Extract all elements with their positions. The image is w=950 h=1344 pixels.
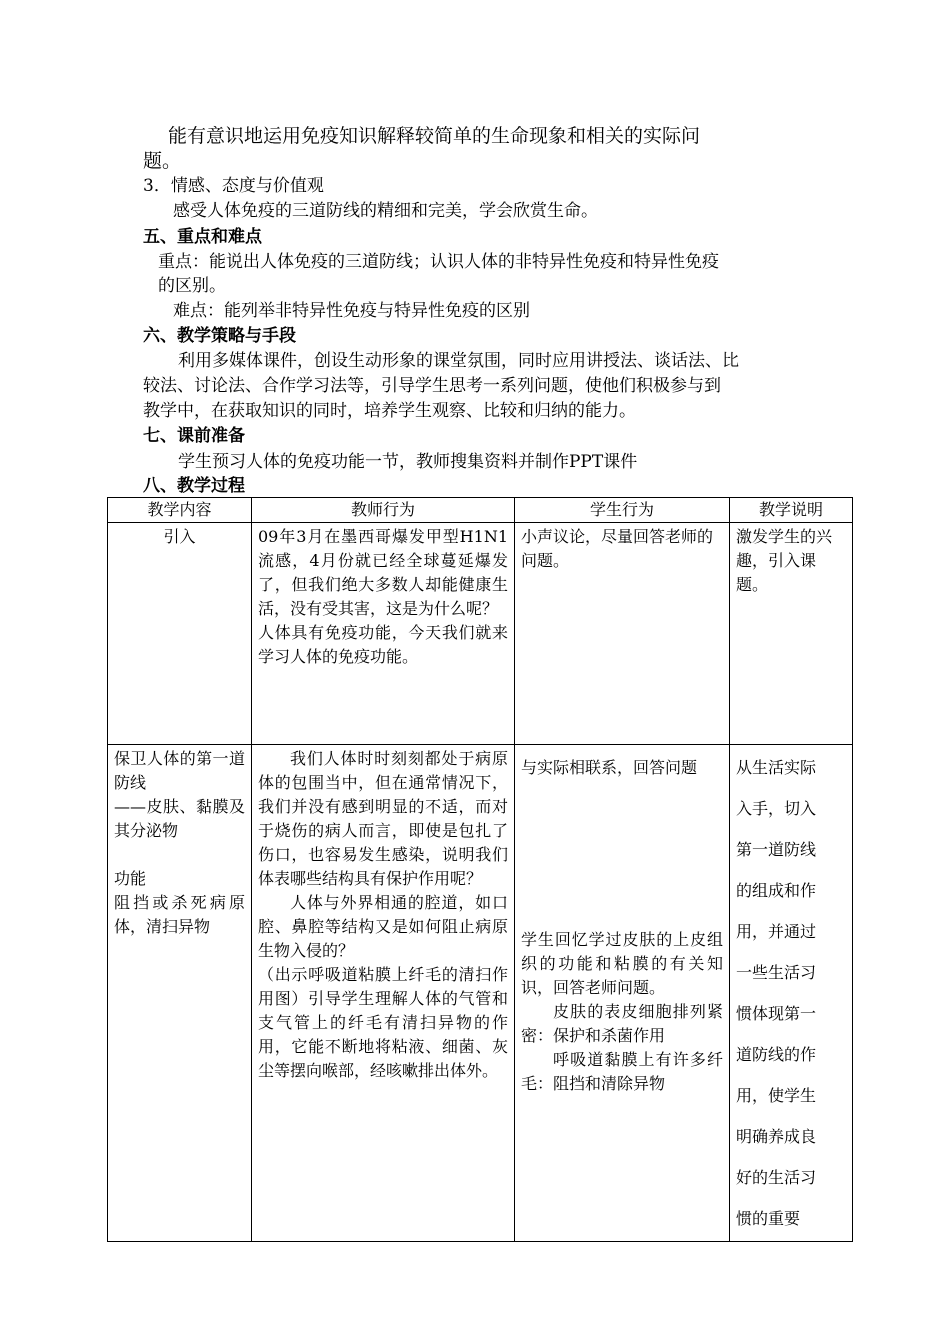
row2-note-line: 入手，切入 [736,799,817,818]
row2-note-line: 惯的重要 [736,1209,801,1228]
header-content: 教学内容 [108,498,252,523]
key-point-line-2: 的区别。 [158,276,226,296]
row2-content [108,745,252,1242]
row2-note-line: 好的生活习 [736,1168,817,1187]
row2-teacher-p2: 人体与外界相通的腔道，如口腔、鼻腔等结构又是如何阻止病原生物入侵的？ [258,893,508,960]
row2-teacher-p1: 我们人体时时刻刻都处于病原体的包围当中，但在通常情况下，我们并没有感到明显的不适，而对于烧伤的病人而言，即使是包扎了伤口，也容易发生感染，说明我们体表哪些结构具有保护作用呢？ [258,749,508,888]
row2-note [730,745,853,1242]
row2-student [515,745,730,1242]
row2-student-p2: 学生回忆学过皮肤的上皮组织的功能和粘膜的有关知识，回答老师问题。 [521,930,723,997]
section-5-heading: 五、重点和难点 [143,227,262,247]
item3-text: 感受人体免疫的三道防线的精细和完美，学会欣赏生命。 [173,201,598,221]
row1-teacher-p2: 人体具有免疫功能，今天我们就来学习人体的免疫功能。 [258,623,508,666]
table-header-row [108,498,853,523]
row2-note-line: 从生活实际 [736,758,817,777]
difficulty-point: 难点：能列举非特异性免疫与特异性免疫的区别 [173,301,530,321]
row2-note-line: 用，并通过 [736,922,817,941]
row2-content-title: 保卫人体的第一道防线 [114,749,245,792]
row2-student-p4: 呼吸道黏膜上有许多纤毛：阻挡和清除异物 [521,1050,723,1093]
header-student: 学生行为 [515,498,730,523]
row2-content-function-text: 阻挡或杀死病原体，清扫异物 [114,893,245,936]
section-6-heading: 六、教学策略与手段 [143,326,296,346]
row2-note-line: 的组成和作 [736,881,817,900]
header-teacher: 教师行为 [252,498,515,523]
section-7-heading: 七、课前准备 [143,426,245,446]
row2-content-function-label: 功能 [114,869,147,888]
row2-teacher [252,745,515,1242]
preparation-text: 学生预习人体的免疫功能一节，教师搜集资料并制作PPT课件 [178,452,638,472]
section-8-heading: 八、教学过程 [143,476,245,496]
strategy-line-2: 较法、讨论法、合作学习法等，引导学生思考一系列问题，使他们积极参与到 [143,376,721,396]
strategy-line-3: 教学中，在获取知识的同时，培养学生观察、比较和归纳的能力。 [143,401,636,421]
intro-line-1: 能有意识地运用免疫知识解释较简单的生命现象和相关的实际问 [168,125,701,147]
row2-teacher-p3: （出示呼吸道粘膜上纤毛的清扫作用图）引导学生理解人体的气管和支气管上的纤毛有清扫异物的作用，它能不断地将粘液、细菌、灰尘等摆向喉部，经咳嗽排出体外。 [258,965,508,1080]
header-note: 教学说明 [730,498,853,523]
row2-student-p1: 与实际相联系，回答问题 [521,758,698,777]
strategy-line-1: 利用多媒体课件，创设生动形象的课堂氛围，同时应用讲授法、谈话法、比 [178,351,739,371]
intro-line-2: 题。 [143,150,182,172]
row2-note-line: 一些生活习 [736,963,817,982]
table-row [108,523,853,745]
row1-teacher-p1: 09年3月在墨西哥爆发甲型H1N1流感，4月份就已经全球蔓延爆发了，但我们绝大多数人却能健康生活，没有受其害，这是为什么呢？ [258,527,508,618]
row2-student-p3: 皮肤的表皮细胞排列紧密：保护和杀菌作用 [521,1002,723,1045]
row1-content: 引入 [108,523,252,745]
row2-note-line: 第一道防线 [736,840,817,859]
row1-note: 激发学生的兴趣，引入课题。 [730,523,853,745]
row2-note-line: 惯体现第一 [736,1004,817,1023]
row2-note-line: 道防线的作 [736,1045,817,1064]
item3-title: 3．情感、态度与价值观 [143,176,324,196]
key-point-line-1: 重点：能说出人体免疫的三道防线；认识人体的非特异性免疫和特异性免疫 [158,252,719,272]
row2-note-line: 用，使学生 [736,1086,817,1105]
row2-note-line: 明确养成良 [736,1127,817,1146]
teaching-process-table [107,497,853,1242]
table-row [108,745,853,1242]
row1-student: 小声议论，尽量回答老师的问题。 [515,523,730,745]
row1-teacher [252,523,515,745]
row2-content-subtitle: ——皮肤、黏膜及其分泌物 [114,797,245,840]
